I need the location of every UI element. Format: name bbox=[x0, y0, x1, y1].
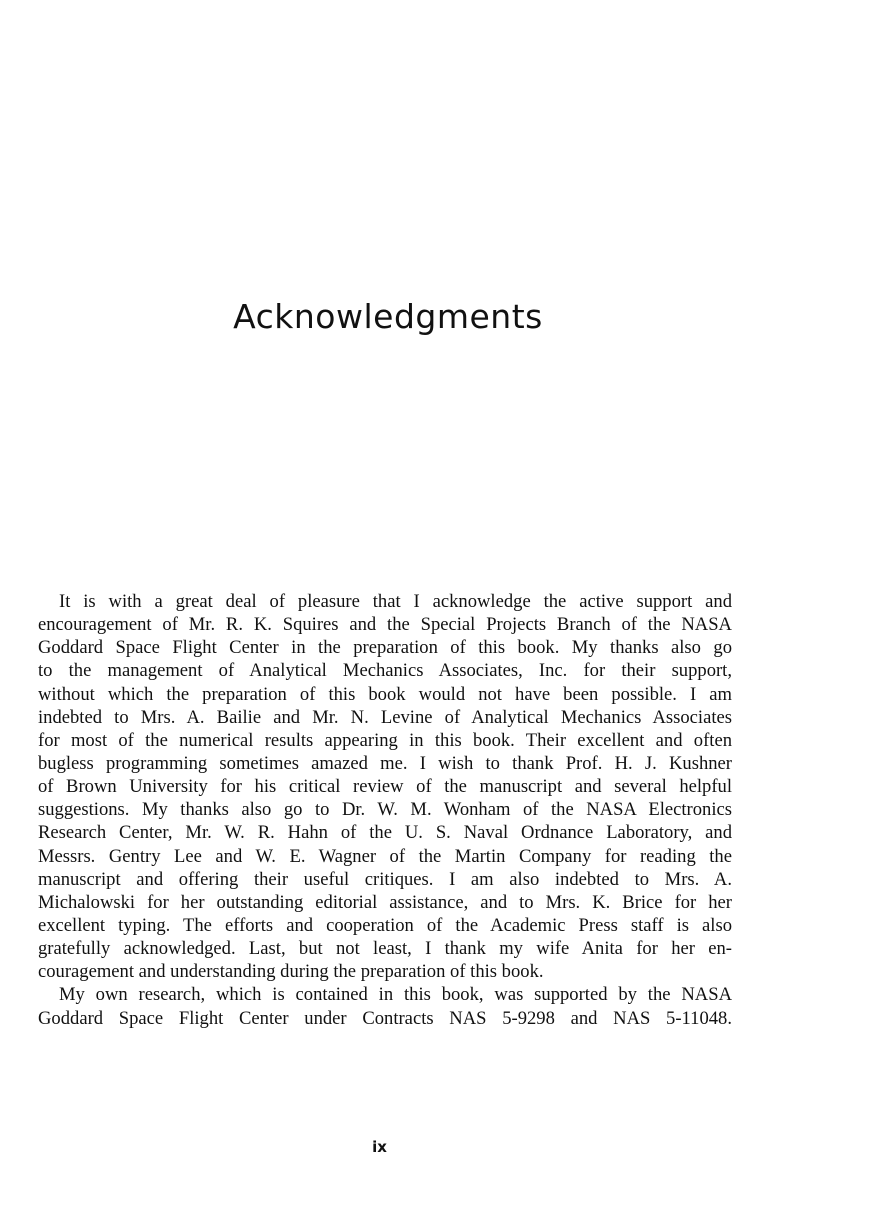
text-line: encouragement of Mr. R. K. Squires and the Special Projects Branch of the NASA bbox=[38, 614, 732, 636]
acknowledgments-body bbox=[38, 590, 732, 1030]
paragraph-1 bbox=[38, 590, 732, 983]
text-line: Michalowski for her outstanding editorial assistance, and to Mrs. K. Brice for her bbox=[38, 891, 732, 913]
text-line: Goddard Space Flight Center in the preparation of this book. My thanks also go bbox=[38, 637, 732, 659]
text-line: suggestions. My thanks also go to Dr. W. M. Wonham of the NASA Electronics bbox=[38, 799, 732, 821]
text-line: to the management of Analytical Mechanics Associates, Inc. for their support, bbox=[38, 660, 732, 682]
page-title: Acknowledgments bbox=[233, 297, 543, 336]
text-line: gratefully acknowledged. Last, but not least, I thank my wife Anita for her en- bbox=[38, 938, 732, 960]
text-line: Messrs. Gentry Lee and W. E. Wagner of the Martin Company for reading the bbox=[38, 845, 732, 867]
text-line: indebted to Mrs. A. Bailie and Mr. N. Levine of Analytical Mechanics Associates bbox=[38, 706, 732, 728]
text-line: Research Center, Mr. W. R. Hahn of the U. S. Naval Ordnance Laboratory, and bbox=[38, 822, 732, 844]
text-line: without which the preparation of this book would not have been possible. I am bbox=[38, 683, 732, 705]
text-line: of Brown University for his critical review of the manuscript and several helpful bbox=[38, 776, 732, 798]
paragraph-2 bbox=[38, 983, 732, 1029]
text-line: My own research, which is contained in this book, was supported by the NASA bbox=[59, 984, 732, 1006]
text-line: couragement and understanding during the preparation of this book. bbox=[38, 961, 544, 983]
page-number: ix bbox=[372, 1138, 387, 1156]
text-line: excellent typing. The efforts and cooperation of the Academic Press staff is also bbox=[38, 914, 732, 936]
text-line: Goddard Space Flight Center under Contracts NAS 5-9298 and NAS 5-11048. bbox=[38, 1007, 732, 1029]
text-line: manuscript and offering their useful critiques. I am also indebted to Mrs. A. bbox=[38, 868, 732, 890]
text-line: for most of the numerical results appearing in this book. Their excellent and often bbox=[38, 729, 732, 751]
text-line: It is with a great deal of pleasure that I acknowledge the active support and bbox=[59, 591, 732, 612]
text-line: bugless programming sometimes amazed me. I wish to thank Prof. H. J. Kushner bbox=[38, 752, 732, 774]
